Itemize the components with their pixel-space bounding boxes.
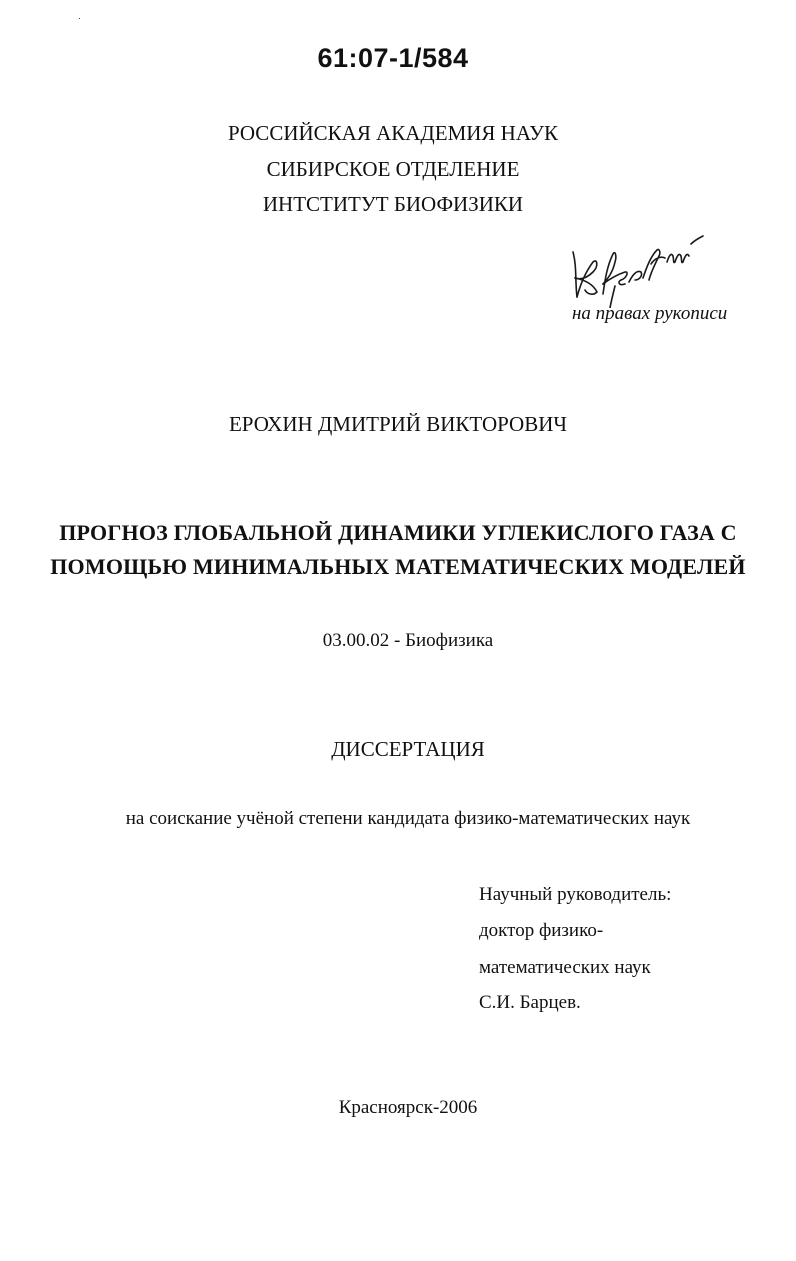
organization-institute: ИНТСТИТУТ БИОФИЗИКИ <box>262 192 524 216</box>
advisor-degree-line-2: математических наук <box>479 957 651 978</box>
dissertation-title-line-1: ПРОГНОЗ ГЛОБАЛЬНОЙ ДИНАМИКИ УГЛЕКИСЛОГО ГАЗА С <box>59 520 737 545</box>
organization-academy: РОССИЙСКАЯ АКАДЕМИЯ НАУК <box>227 121 559 145</box>
dissertation-title-line-2: ПОМОЩЬЮ МИНИМАЛЬНЫХ МАТЕМАТИЧЕСКИХ МОДЕЛЕЙ <box>50 554 746 579</box>
signature-graphic <box>563 222 713 308</box>
document-type: ДИССЕРТАЦИЯ <box>331 737 485 761</box>
advisor-name: С.И. Барцев. <box>479 992 581 1013</box>
scan-speck <box>79 18 80 19</box>
author-name: ЕРОХИН ДМИТРИЙ ВИКТОРОВИЧ <box>228 412 568 436</box>
catalog-number: 61:07-1/584 <box>317 43 469 73</box>
advisor-heading: Научный руководитель: <box>479 884 672 905</box>
advisor-degree-line-1: доктор физико- <box>479 920 604 941</box>
handwritten-signature <box>563 222 713 308</box>
degree-statement: на соискание учёной степени кандидата физико-математических наук <box>125 808 691 829</box>
organization-branch: СИБИРСКОЕ ОТДЕЛЕНИЕ <box>266 157 520 181</box>
manuscript-rights-note: на правах рукописи <box>572 303 728 324</box>
specialty-code: 03.00.02 - Биофизика <box>322 630 494 651</box>
place-and-year: Красноярск-2006 <box>338 1097 478 1118</box>
